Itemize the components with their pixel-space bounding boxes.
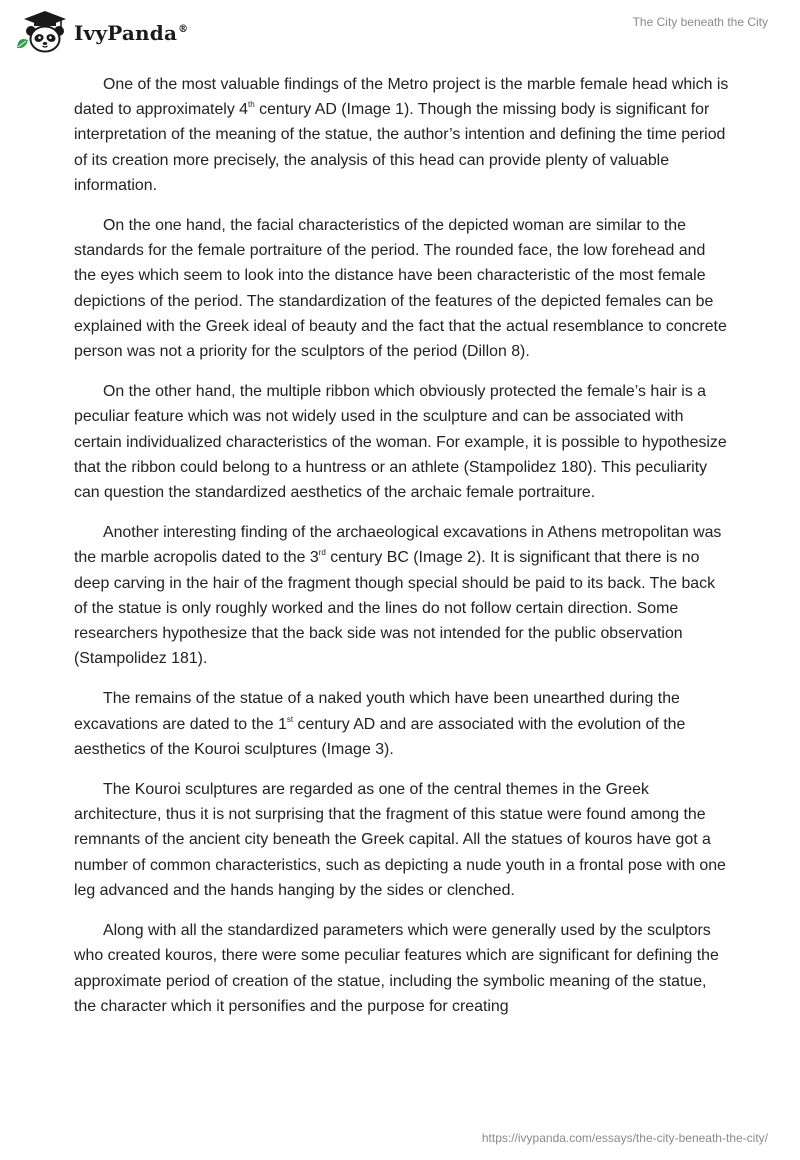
brand-name: IvyPanda® xyxy=(74,21,189,45)
paragraph-6: The Kouroi sculptures are regarded as one of the central themes in the Greek architecture, thus it is not surprising that the fragment of this statue were found among the remnants of the ancient city beneath the Greek capital. All the statues of kouros have got a number of common characteristics, such as depicting a nude youth in a frontal pose with one leg advanced and the hands hanging by the sides or clenched. xyxy=(74,781,726,899)
brand-logo-link[interactable] xyxy=(14,10,188,54)
paragraph-1: One of the most valuable findings of the Metro project is the marble female head which is dated to approximately 4th century AD (Image 1). Though the missing body is significant for interpretation of the meaning of the statue, the author’s intention and defining the time period of its creation more precisely, the analysis of this head can provide plenty of valuable information. xyxy=(74,76,729,194)
paragraph-5: The remains of the statue of a naked youth which have been unearthed during the excavations are dated to the 1st century AD and are associated with the evolution of the aesthetics of the Kouroi sculptures (Image 3). xyxy=(74,690,686,758)
paragraph-7: Along with all the standardized parameters which were generally used by the sculptors who created kouros, there were some peculiar features which are significant for defining the approximate period of creation of the statue, including the symbolic meaning of the statue, the character which it personifies and the purpose for creating xyxy=(74,922,719,1015)
paragraph-2: On the one hand, the facial characteristics of the depicted woman are similar to the standards for the female portraiture of the period. The rounded face, the low forehead and the eyes which seem to look into the distance have been characteristic of the most female depictions of the period. The standardization of the features of the depicted females can be explained with the Greek ideal of beauty and the fact that the actual resemblance to concrete person was not a priority for the sculptors of the period (Dillon 8). xyxy=(74,217,727,361)
registered-mark: ® xyxy=(178,24,189,36)
paragraph-3: On the other hand, the multiple ribbon which obviously protected the female’s hair is a peculiar feature which was not widely used in the sculpture and can be associated with certain individualized characteristics of the woman. For example, it is possible to hypothesize that the ribbon could belong to a huntress or an athlete (Stampolidez 180). This peculiarity can question the standardized aesthetics of the archaic female portraiture. xyxy=(74,383,727,502)
document-title: The City beneath the City xyxy=(632,15,768,29)
panda-graduate-icon xyxy=(14,10,72,54)
paragraph-4: Another interesting finding of the archaeological excavations in Athens metropolitan was the marble acropolis dated to the 3rd century BC (Image 2). It is significant that there is no deep carving in the hair of the fragment though special should be paid to its back. The back of the statue is only roughly worked and the lines do not follow certain direction. Some researchers hypothesize that the back side was not intended for the public observation (Stampolidez 181). xyxy=(74,524,722,668)
page-header xyxy=(0,0,800,60)
source-url-link[interactable]: https://ivypanda.com/essays/the-city-beneath-the-city/ xyxy=(481,1131,768,1145)
essay-body xyxy=(74,72,730,1034)
